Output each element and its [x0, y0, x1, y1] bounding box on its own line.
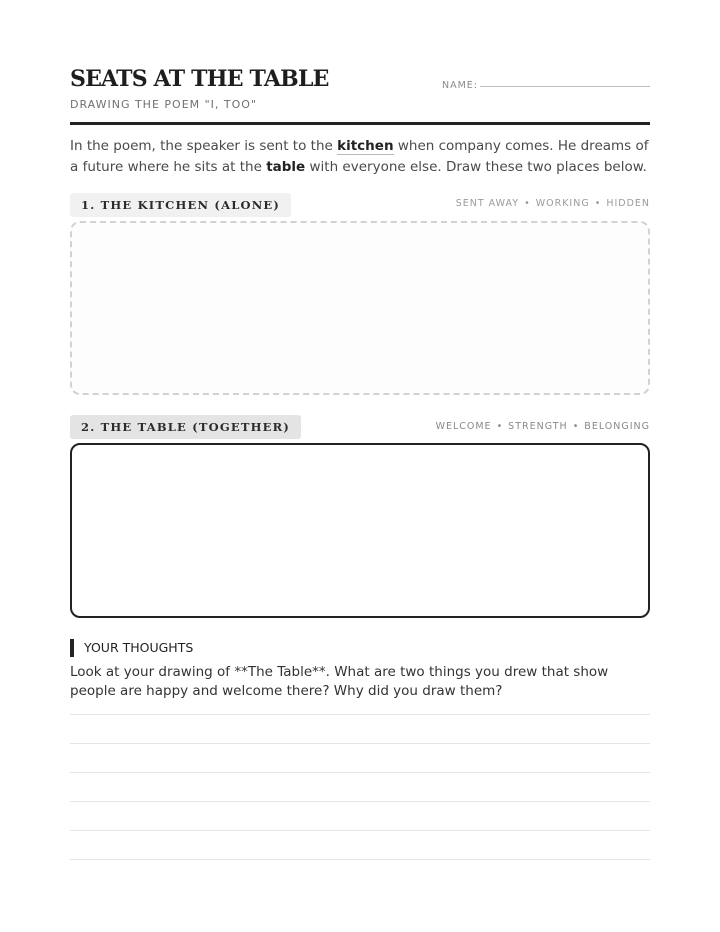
section-kitchen-tags — [456, 198, 650, 209]
tag: SENT AWAY — [455, 198, 520, 209]
answer-line[interactable] — [70, 830, 650, 831]
section-table-label: 2. THE TABLE (TOGETHER) — [70, 415, 301, 439]
answer-line[interactable] — [70, 801, 650, 802]
worksheet-header — [70, 66, 650, 125]
tag: BELONGING — [584, 421, 650, 432]
tag: HIDDEN — [606, 198, 650, 209]
intro-text-1: In the poem, the speaker is sent to the — [70, 138, 338, 154]
keyword-table: table — [266, 159, 306, 175]
section-kitchen-label: 1. THE KITCHEN (ALONE) — [70, 193, 291, 217]
answer-line[interactable] — [70, 859, 650, 860]
page-subtitle: DRAWING THE POEM "I, TOO" — [70, 98, 258, 111]
keyword-kitchen: kitchen — [337, 138, 394, 154]
tag: STRENGTH — [508, 421, 568, 432]
answer-line[interactable] — [70, 743, 650, 744]
tag: WORKING — [535, 198, 590, 209]
page-title: SEATS AT THE TABLE — [70, 66, 329, 92]
table-drawing-area[interactable] — [70, 443, 650, 618]
name-label: NAME: — [442, 80, 479, 91]
tag-separator: • — [524, 198, 531, 209]
intro-text-3: with everyone else. Draw these two places below. — [305, 159, 647, 175]
answer-line[interactable] — [70, 772, 650, 773]
tag-separator: • — [496, 421, 504, 432]
kitchen-drawing-area[interactable] — [70, 221, 650, 395]
intro-text-2: when company comes. He dreams of a future where he sits at the — [70, 138, 649, 175]
tag-separator: • — [572, 421, 580, 432]
tag-separator: • — [594, 198, 602, 209]
answer-line[interactable] — [70, 714, 650, 715]
section-table-tags — [436, 421, 650, 432]
tag: WELCOME — [435, 421, 492, 432]
thoughts-heading: YOUR THOUGHTS — [70, 639, 193, 657]
intro-paragraph — [70, 136, 650, 178]
thoughts-prompt: Look at your drawing of **The Table**. What are two things you drew that show people are happy and welcome there? Why did you draw them? — [70, 664, 609, 699]
name-write-line[interactable] — [480, 86, 650, 87]
